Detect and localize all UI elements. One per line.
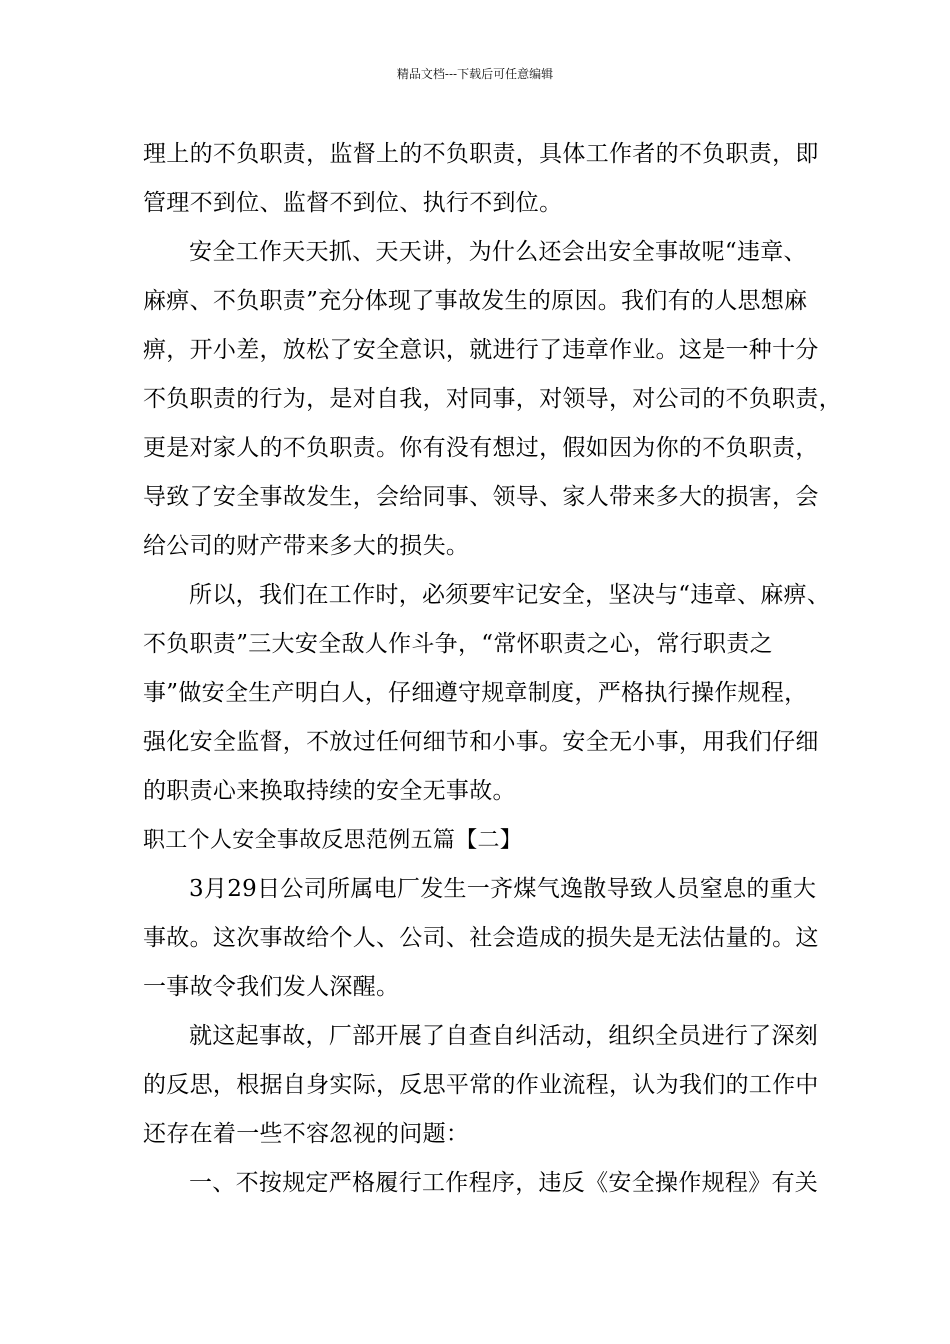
section-heading: 职工个人安全事故反思范例五篇【二】 xyxy=(143,828,523,853)
paragraph-line: 痹，开小差，放松了安全意识，就进行了违章作业。这是一种十分 xyxy=(143,337,819,363)
document-body xyxy=(143,130,842,1208)
paragraph-line: 的职责心来换取持续的安全无事故。 xyxy=(143,778,516,804)
page-header: 精品文档---下载后可任意编辑 xyxy=(396,67,554,81)
paragraph-line: 一事故令我们发人深醒。 xyxy=(143,974,400,1000)
paragraph-line: 不负职责的行为，是对自我，对同事，对领导，对公司的不负职责， xyxy=(143,386,842,412)
paragraph-line: 所以，我们在工作时，必须要牢记安全，坚决与“违章、麻痹、 xyxy=(189,582,831,608)
paragraph-line: 更是对家人的不负职责。你有没有想过，假如因为你的不负职责， xyxy=(143,435,819,461)
paragraph-line: 麻痹、不负职责”充分体现了事故发生的原因。我们有的人思想麻 xyxy=(143,288,808,314)
paragraph-line: 的反思，根据自身实际，反思平常的作业流程，认为我们的工作中 xyxy=(143,1072,819,1098)
paragraph-line: 导致了安全事故发生，会给同事、领导、家人带来多大的损害，会 xyxy=(143,484,819,510)
paragraph-line: 给公司的财产带来多大的损失。 xyxy=(143,533,470,559)
paragraph-line: 强化安全监督，不放过任何细节和小事。安全无小事，用我们仔细 xyxy=(143,729,819,755)
paragraph-line: 管理不到位、监督不到位、执行不到位。 xyxy=(143,190,563,216)
paragraph-line: 事”做安全生产明白人，仔细遵守规章制度，严格执行操作规程， xyxy=(143,680,808,706)
paragraph-line: 还存在着一些不容忽视的问题： xyxy=(143,1121,470,1147)
paragraph-line: 理上的不负职责，监督上的不负职责，具体工作者的不负职责，即 xyxy=(143,141,819,167)
paragraph-line: 安全工作天天抓、天天讲，为什么还会出安全事故呢“违章、 xyxy=(189,239,807,265)
paragraph-line: 不负职责”三大安全敌人作斗争，“常怀职责之心，常行职责之 xyxy=(143,631,773,657)
paragraph-line: 一、不按规定严格履行工作程序，违反《安全操作规程》有关 xyxy=(189,1170,819,1196)
paragraph-line: 事故。这次事故给个人、公司、社会造成的损失是无法估量的。这 xyxy=(143,925,819,951)
paragraph-line: 就这起事故，厂部开展了自查自纠活动，组织全员进行了深刻 xyxy=(189,1023,819,1049)
paragraph-line: 3月29日公司所属电厂发生一齐煤气逸散导致人员窒息的重大 xyxy=(189,876,817,902)
